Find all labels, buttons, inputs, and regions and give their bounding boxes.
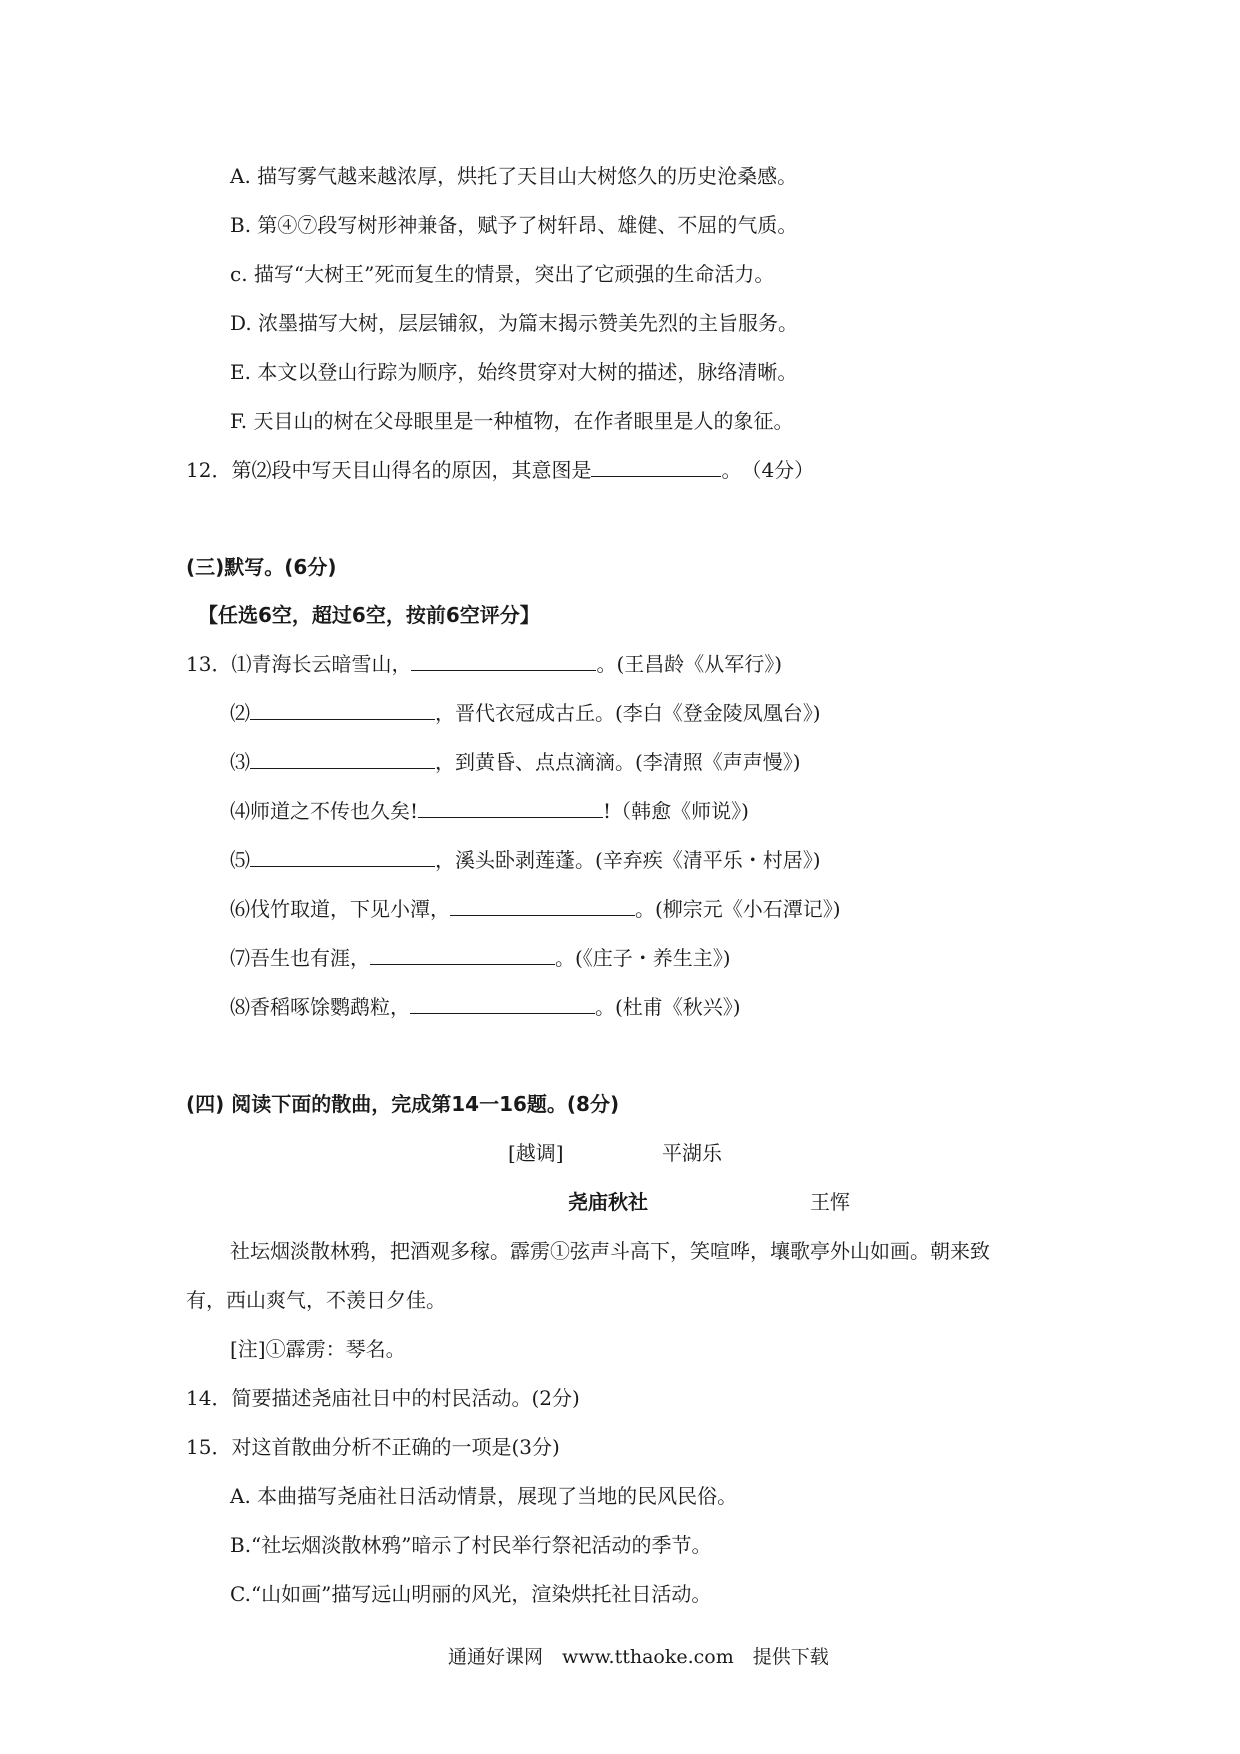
q15-option-b: B.“社坛烟淡散林鸦”暗示了村民举行祭祀活动的季节。 <box>230 1533 712 1557</box>
q13-item-7-text: ⑺吾生也有涯， <box>230 946 370 970</box>
q13-item-4-text: ⑷师道之不传也久矣! <box>230 799 419 823</box>
q13-item-5-source: ，溪头卧剥莲蓬。(辛弃疾《清平乐・村居》) <box>435 848 821 872</box>
q13-item-7 <box>230 944 731 972</box>
q13-item-5-text: ⑸ <box>230 848 250 872</box>
page-footer: 通通好课网 www.tthaoke.com 提供下载 <box>448 1646 829 1668</box>
q13-item-3-text: ⑶ <box>230 750 250 774</box>
poem-tune-type: [越调] <box>508 1141 564 1165</box>
poem-tune-name: 平湖乐 <box>662 1141 722 1165</box>
q13-blank-6[interactable] <box>450 897 635 916</box>
q13-item-2-text: ⑵ <box>230 701 250 725</box>
q13-item-7-source: 。(《庄子・养生主》) <box>555 946 731 970</box>
q15-option-c: C.“山如画”描写远山明丽的风光，渲染烘托社日活动。 <box>230 1582 712 1606</box>
poem-text-line-2: 有，西山爽气，不羡日夕佳。 <box>186 1288 446 1312</box>
q11-option-b: B. 第④⑦段写树形神兼备，赋予了树轩昂、雄健、不屈的气质。 <box>230 213 798 237</box>
q13-item-2-source: ，晋代衣冠成古丘。(李白《登金陵凤凰台》) <box>435 701 821 725</box>
question-14: 14．简要描述尧庙社日中的村民活动。(2分) <box>186 1386 580 1410</box>
q13-item-6-source: 。(柳宗元《小石潭记》) <box>635 897 841 921</box>
question-12 <box>186 456 814 484</box>
q12-prompt: 12．第⑵段中写天目山得名的原因，其意图是 <box>186 458 592 482</box>
q13-item-1-text: 13．⑴青海长云暗雪山， <box>186 652 412 676</box>
q15-option-a: A. 本曲描写尧庙社日活动情景，展现了当地的民风民俗。 <box>230 1484 738 1508</box>
q11-option-d: D. 浓墨描写大树，层层铺叙，为篇末揭示赞美先烈的主旨服务。 <box>230 311 799 335</box>
q13-item-8-source: 。(杜甫《秋兴》) <box>595 995 741 1019</box>
q13-item-5 <box>230 846 821 874</box>
poem-text-line-1: 社坛烟淡散林鸦，把酒观多稼。霹雳①弦声斗高下，笑喧哗，壤歌亭外山如画。朝来致 <box>230 1239 990 1263</box>
section-3-note: 【任选6空，超过6空，按前6空评分】 <box>198 603 540 627</box>
section-3-title: (三)默写。(6分) <box>186 555 337 579</box>
q13-item-6-text: ⑹伐竹取道，下见小潭， <box>230 897 450 921</box>
q13-item-1-source: 。(王昌龄《从军行》) <box>596 652 783 676</box>
question-15: 15．对这首散曲分析不正确的一项是(3分) <box>186 1435 560 1459</box>
q13-item-2 <box>230 699 821 727</box>
poem-author: 王恽 <box>810 1190 850 1214</box>
section-4-title: (四) 阅读下面的散曲，完成第14一16题。(8分) <box>186 1092 620 1116</box>
q13-item-4 <box>230 797 749 825</box>
q13-item-6 <box>230 895 841 923</box>
q11-option-c: c. 描写“大树王”死而复生的情景，突出了它顽强的生命活力。 <box>230 262 775 286</box>
q13-blank-1[interactable] <box>411 652 596 671</box>
q12-answer-blank[interactable] <box>591 458 721 477</box>
q13-blank-7[interactable] <box>370 946 555 965</box>
q13-item-8-text: ⑻香稻啄馀鹦鹉粒， <box>230 995 410 1019</box>
q13-item-8 <box>230 993 741 1021</box>
q13-item-3 <box>230 748 801 776</box>
q13-blank-3[interactable] <box>250 750 435 769</box>
poem-note: [注]①霹雳：琴名。 <box>230 1337 406 1361</box>
q11-option-a: A. 描写雾气越来越浓厚，烘托了天目山大树悠久的历史沧桑感。 <box>230 164 798 188</box>
q12-points: 。 （4分） <box>721 458 815 482</box>
poem-title: 尧庙秋社 <box>568 1190 648 1214</box>
q13-blank-2[interactable] <box>250 701 435 720</box>
q13-item-3-source: ，到黄昏、点点滴滴。(李清照《声声慢》) <box>435 750 801 774</box>
q13-item-4-source: !（韩愈《师说》) <box>603 799 749 823</box>
q13-item-1 <box>186 650 782 678</box>
q11-option-f: F. 天目山的树在父母眼里是一种植物，在作者眼里是人的象征。 <box>230 409 794 433</box>
q13-blank-4[interactable] <box>418 799 603 818</box>
q13-blank-5[interactable] <box>250 848 435 867</box>
q13-blank-8[interactable] <box>410 995 595 1014</box>
q11-option-e: E. 本文以登山行踪为顺序，始终贯穿对大树的描述，脉络清晰。 <box>230 360 798 384</box>
